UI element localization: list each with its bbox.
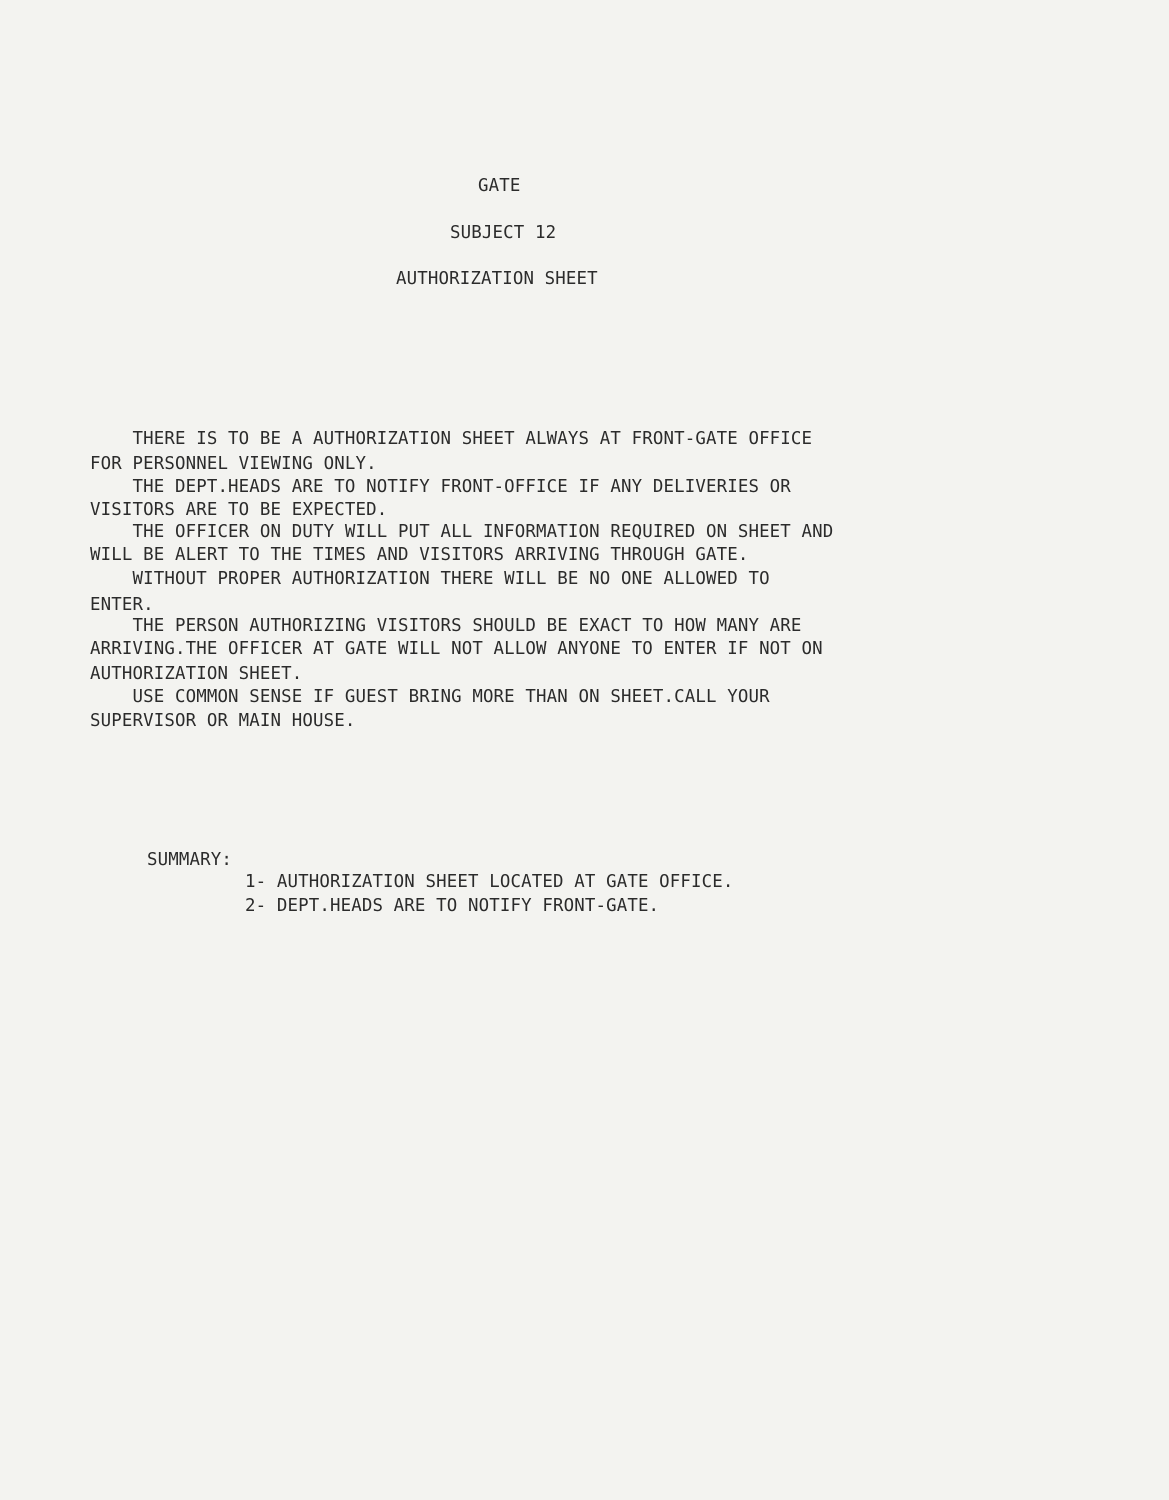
body-line: THE OFFICER ON DUTY WILL PUT ALL INFORMATION REQUIRED ON SHEET AND xyxy=(90,522,834,542)
body-line: USE COMMON SENSE IF GUEST BRING MORE THAN ON SHEET.CALL YOUR xyxy=(90,687,770,707)
body-line: ENTER. xyxy=(90,595,154,615)
body-line: WITHOUT PROPER AUTHORIZATION THERE WILL BE NO ONE ALLOWED TO xyxy=(90,569,770,589)
body-line: FOR PERSONNEL VIEWING ONLY. xyxy=(90,454,377,474)
body-line: WILL BE ALERT TO THE TIMES AND VISITORS ARRIVING THROUGH GATE. xyxy=(90,545,749,565)
body-line: THERE IS TO BE A AUTHORIZATION SHEET ALWAYS AT FRONT-GATE OFFICE xyxy=(90,429,813,449)
body-line: THE DEPT.HEADS ARE TO NOTIFY FRONT-OFFICE IF ANY DELIVERIES OR xyxy=(90,477,791,497)
header-subject: SUBJECT 12 xyxy=(450,223,557,243)
summary-item: 1- AUTHORIZATION SHEET LOCATED AT GATE OFFICE. xyxy=(245,872,734,892)
header-title: AUTHORIZATION SHEET xyxy=(396,269,598,289)
header-gate: GATE xyxy=(478,176,521,196)
body-line: VISITORS ARE TO BE EXPECTED. xyxy=(90,500,388,520)
summary-label: SUMMARY: xyxy=(147,850,232,870)
body-line: SUPERVISOR OR MAIN HOUSE. xyxy=(90,711,356,731)
body-line: AUTHORIZATION SHEET. xyxy=(90,664,303,684)
summary-item: 2- DEPT.HEADS ARE TO NOTIFY FRONT-GATE. xyxy=(245,896,660,916)
body-line: ARRIVING.THE OFFICER AT GATE WILL NOT ALLOW ANYONE TO ENTER IF NOT ON xyxy=(90,639,823,659)
body-line: THE PERSON AUTHORIZING VISITORS SHOULD BE EXACT TO HOW MANY ARE xyxy=(90,616,802,636)
